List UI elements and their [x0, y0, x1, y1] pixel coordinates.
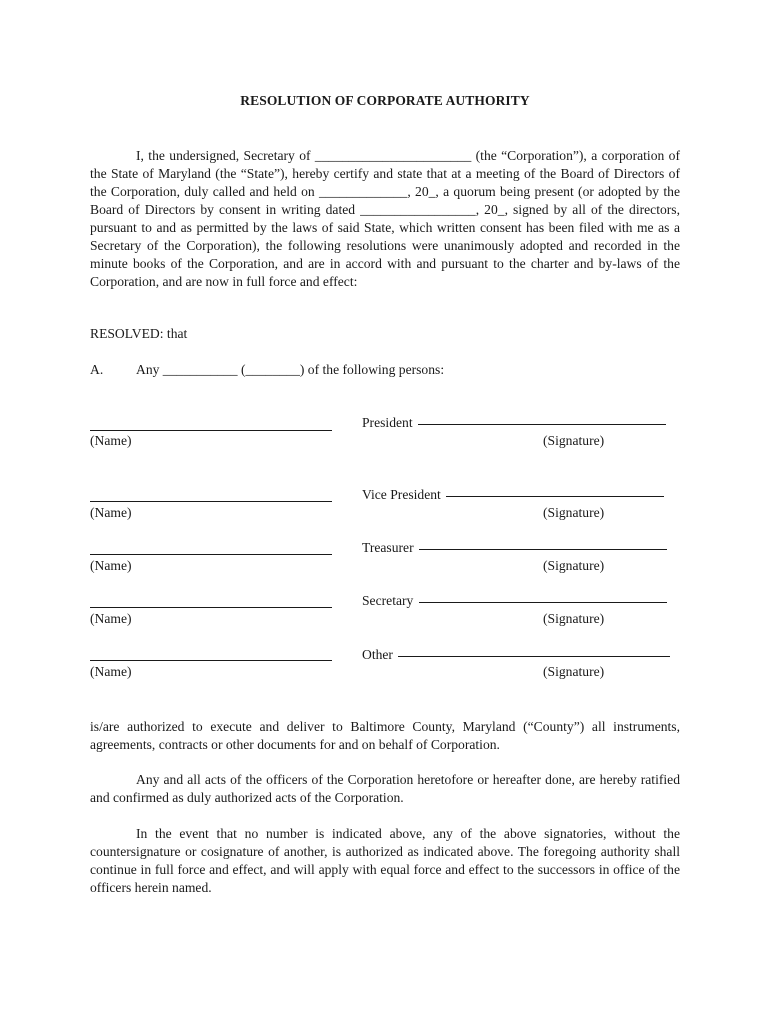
office-vice-president	[362, 487, 664, 503]
name-line-vice-president[interactable]	[90, 501, 332, 502]
signature-label-president: (Signature)	[543, 433, 605, 448]
ratify-paragraph: Any and all acts of the officers of the Corporation heretofore or hereafter done, are hereby ratified and confirmed as duly authorized acts of the Corporation.	[90, 772, 680, 805]
resolved-heading: RESOLVED: that	[90, 326, 188, 341]
name-line-secretary[interactable]	[90, 607, 332, 608]
office-title-other: Other	[362, 647, 393, 662]
item-a-text: Any ___________ (________) of the following persons:	[136, 362, 445, 377]
signature-line-vice-president[interactable]	[446, 496, 664, 497]
document-title: RESOLUTION OF CORPORATE AUTHORITY	[240, 93, 530, 108]
name-line-president[interactable]	[90, 430, 332, 431]
signature-label-other: (Signature)	[543, 664, 605, 679]
intro-paragraph: I, the undersigned, Secretary of _______________________ (the “Corporation”), a corporation of the State of Maryland (the “State”), hereby certify and state that at a meeting of the Board of Directors of the Corporation, duly called and held on _____________, 20_, a quorum being present (or adopted by the Board of Directors by consent in writing dated _________________, 20_, signed by all of the directors, pursuant to and as permitted by the laws of said State, which written consent has been filed with me as a Secretary of the Corporation), the following resolutions were unanimously adopted and recorded in the minute books of the Corporation, and are in accord with and pursuant to the charter and by-laws of the Corporation, and are now in full force and effect:	[90, 148, 680, 289]
signature-label-vice-president: (Signature)	[543, 505, 605, 520]
name-label-treasurer: (Name)	[90, 558, 132, 573]
signature-line-treasurer[interactable]	[419, 549, 667, 550]
name-label-other: (Name)	[90, 664, 132, 679]
office-treasurer	[362, 540, 667, 556]
signature-line-secretary[interactable]	[419, 602, 667, 603]
signature-label-treasurer: (Signature)	[543, 558, 605, 573]
signature-label-secretary: (Signature)	[543, 611, 605, 626]
office-other	[362, 647, 670, 663]
office-president	[362, 415, 666, 431]
authorized-paragraph: is/are authorized to execute and deliver to Baltimore County, Maryland (“County”) all instruments, agreements, contracts or other documents for and on behalf of Corporation.	[90, 719, 680, 752]
item-a-label: A.	[90, 362, 104, 377]
signature-line-other[interactable]	[398, 656, 670, 657]
name-label-secretary: (Name)	[90, 611, 132, 626]
office-secretary	[362, 593, 667, 609]
event-paragraph: In the event that no number is indicated above, any of the above signatories, without the countersignature or cosignature of another, is authorized as indicated above. The foregoing authority shall continue in full force and effect, and will apply with equal force and effect to the successors in office of the officers herein named.	[90, 826, 680, 895]
office-title-president: President	[362, 415, 413, 430]
name-label-vice-president: (Name)	[90, 505, 132, 520]
office-title-vice-president: Vice President	[362, 487, 441, 502]
office-title-treasurer: Treasurer	[362, 540, 414, 555]
name-label-president: (Name)	[90, 433, 132, 448]
office-title-secretary: Secretary	[362, 593, 414, 608]
signature-line-president[interactable]	[418, 424, 666, 425]
name-line-other[interactable]	[90, 660, 332, 661]
name-line-treasurer[interactable]	[90, 554, 332, 555]
